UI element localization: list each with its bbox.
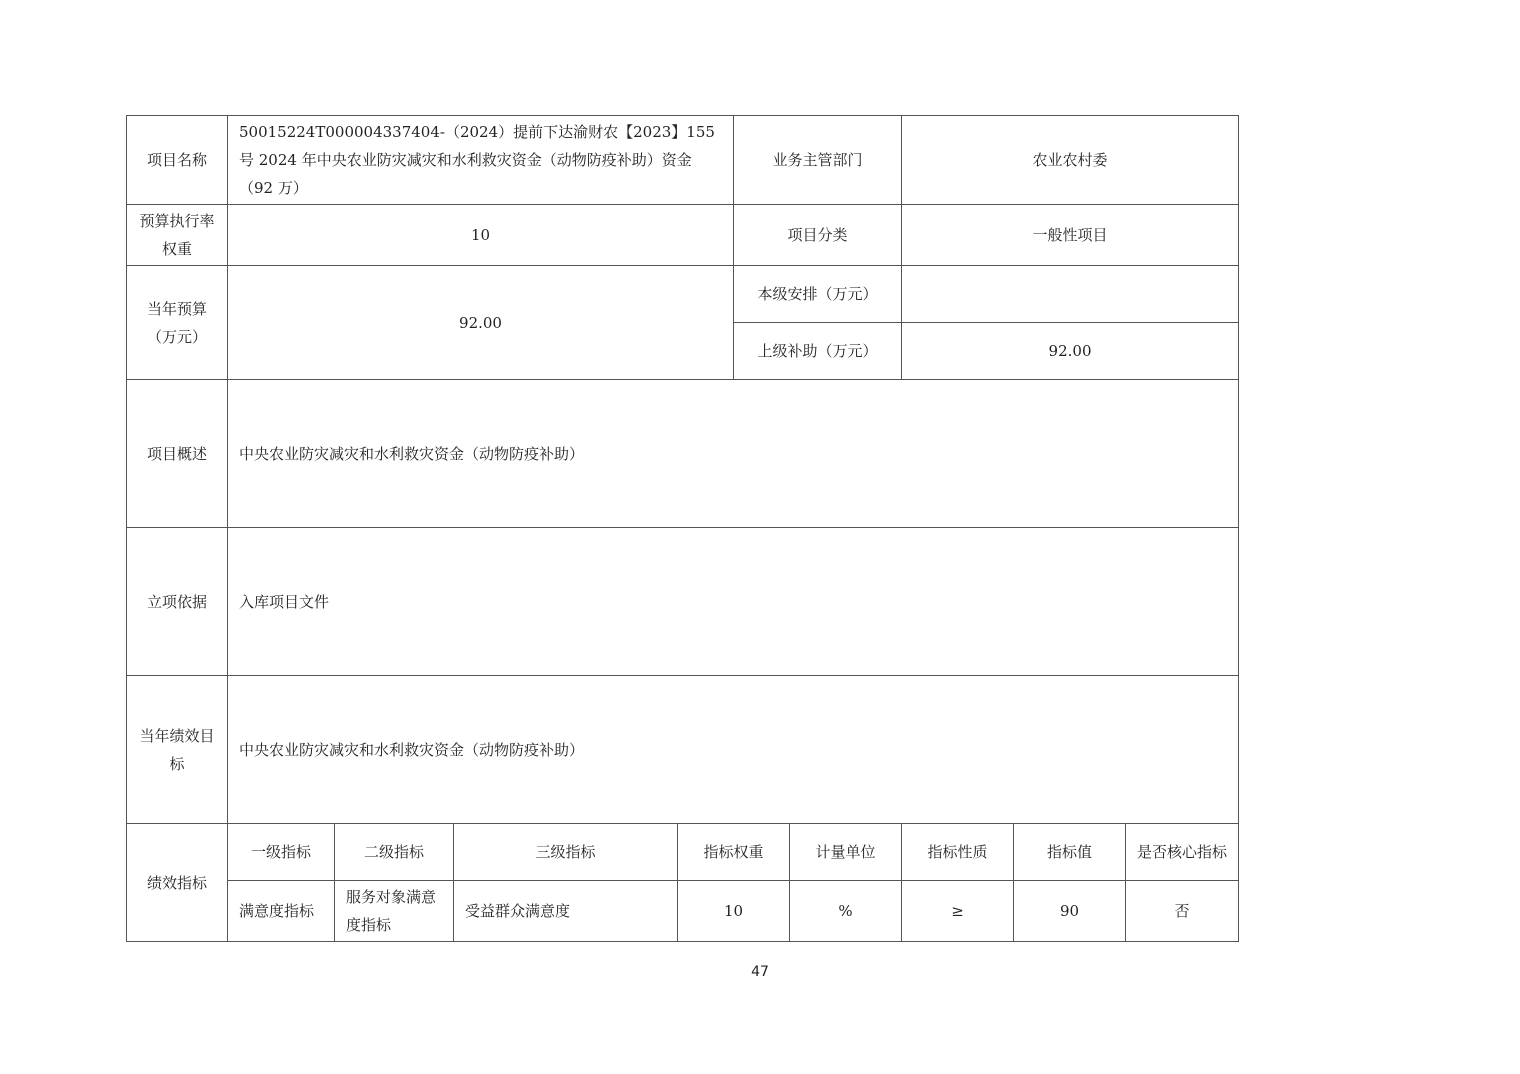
superior-subsidy-label: 上级补助（万元） [734,323,902,380]
indicator-nature: ≥ [902,881,1014,942]
project-name-value: 50015224T000004337404-（2024）提前下达渝财农【2023】155 号 2024 年中央农业防灾减灾和水利救灾资金（动物防疫补助）资金（92 万） [228,116,734,205]
superior-subsidy-value: 92.00 [902,323,1239,380]
row-overview [127,380,1239,528]
indicator-level1: 满意度指标 [228,881,335,942]
project-performance-table [126,115,1239,942]
goal-label: 当年绩效目标 [127,676,228,824]
indicator-header: 指标值 [1014,824,1126,881]
indicator-row [127,881,1239,942]
indicators-label: 绩效指标 [127,824,228,942]
row-project-name [127,116,1239,205]
indicator-weight: 10 [678,881,790,942]
budget-rate-weight-value: 10 [228,205,734,266]
annual-budget-value: 92.00 [228,266,734,380]
page-number: 47 [751,964,769,980]
category-value: 一般性项目 [902,205,1239,266]
row-goal [127,676,1239,824]
indicator-header: 指标权重 [678,824,790,881]
indicator-unit: % [790,881,902,942]
basis-value: 入库项目文件 [228,528,1239,676]
dept-label: 业务主管部门 [734,116,902,205]
row-basis [127,528,1239,676]
indicator-header-row [127,824,1239,881]
category-label: 项目分类 [734,205,902,266]
indicator-header: 一级指标 [228,824,335,881]
local-arrangement-value [902,266,1239,323]
overview-value: 中央农业防灾减灾和水利救灾资金（动物防疫补助） [228,380,1239,528]
indicator-header: 三级指标 [454,824,678,881]
row-annual-budget [127,266,1239,323]
indicator-header: 二级指标 [335,824,454,881]
indicator-level2: 服务对象满意度指标 [335,881,454,942]
local-arrangement-label: 本级安排（万元） [734,266,902,323]
budget-rate-weight-label: 预算执行率权重 [127,205,228,266]
indicator-header: 是否核心指标 [1126,824,1239,881]
goal-value: 中央农业防灾减灾和水利救灾资金（动物防疫补助） [228,676,1239,824]
indicator-level3: 受益群众满意度 [454,881,678,942]
indicator-header: 指标性质 [902,824,1014,881]
project-name-label: 项目名称 [127,116,228,205]
indicator-value: 90 [1014,881,1126,942]
row-budget-rate [127,205,1239,266]
indicator-is-core: 否 [1126,881,1239,942]
annual-budget-label: 当年预算（万元） [127,266,228,380]
overview-label: 项目概述 [127,380,228,528]
indicator-header: 计量单位 [790,824,902,881]
basis-label: 立项依据 [127,528,228,676]
dept-value: 农业农村委 [902,116,1239,205]
